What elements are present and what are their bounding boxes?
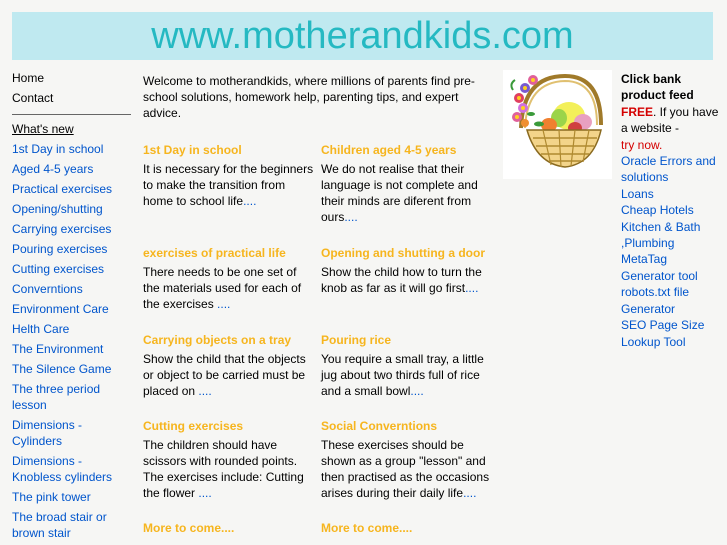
nav-item[interactable]: The three period lesson xyxy=(12,382,101,412)
section-more-link[interactable]: .... xyxy=(198,486,212,500)
nav-item[interactable]: The Silence Game xyxy=(12,362,112,376)
intro-text: Welcome to motherandkids, where millions of parents find pre-school solutions, homework help, parenting tips, and expert advice. xyxy=(143,74,475,120)
section-more-link[interactable]: .... xyxy=(465,281,479,295)
nav-item[interactable]: Opening/shutting xyxy=(12,202,103,216)
section-text: There needs to be one set of the materials used for each of the exercises xyxy=(143,265,302,311)
basket-icon xyxy=(503,70,612,179)
section-title-link[interactable]: Pouring rice xyxy=(321,333,392,347)
nav-item[interactable]: Helth Care xyxy=(12,322,70,336)
nav-item[interactable]: The broad stair or brown stair xyxy=(12,510,107,540)
nav-divider xyxy=(12,114,131,115)
section-more-to-come-right xyxy=(321,520,493,539)
nav-contact-link[interactable]: Contact xyxy=(12,91,54,105)
nav-item[interactable]: Aged 4-5 years xyxy=(12,162,94,176)
section-text: We do not realise that their language is not complete and their minds are diferent from ours xyxy=(321,162,478,224)
section-title-link[interactable]: Children aged 4-5 years xyxy=(321,143,457,157)
section-text: These exercises should be shown as a group "lesson" and then practised as the occasions arises during their daily life xyxy=(321,438,490,500)
section-pouring-rice xyxy=(321,332,493,399)
section-title-link[interactable]: 1st Day in school xyxy=(143,143,242,157)
section-title-link[interactable]: More to come.... xyxy=(143,521,235,535)
nav-item[interactable]: The pink tower xyxy=(12,490,91,504)
sidebar-link[interactable]: SEO Page Size Lookup Tool xyxy=(621,318,705,349)
section-children-aged xyxy=(321,142,493,225)
sidebar-heading: Click bank product feed xyxy=(621,72,694,103)
sidebar-link[interactable]: Cheap Hotels xyxy=(621,203,694,218)
section-opening-door xyxy=(321,245,493,296)
section-more-link[interactable]: .... xyxy=(344,210,358,224)
sidebar-link[interactable]: MetaTag Generator tool xyxy=(621,252,698,283)
section-title-link[interactable]: Opening and shutting a door xyxy=(321,246,485,260)
section-text: Show the child how to turn the knob as far as it will go first xyxy=(321,265,482,295)
section-title-link[interactable]: More to come.... xyxy=(321,521,413,535)
section-more-to-come-left xyxy=(143,520,315,539)
section-title-link[interactable]: Social Converntions xyxy=(321,419,438,433)
section-first-day xyxy=(143,142,315,209)
section-title-link[interactable]: exercises of practical life xyxy=(143,246,286,260)
nav-item[interactable]: Carrying exercises xyxy=(12,222,112,236)
nav-item[interactable]: Cutting exercises xyxy=(12,262,105,276)
site-title: www.motherandkids.com xyxy=(151,15,574,57)
sidebar-link[interactable]: robots.txt file Generator xyxy=(621,285,690,316)
sidebar-free-label: FREE xyxy=(621,104,654,119)
section-title-link[interactable]: Carrying objects on a tray xyxy=(143,333,292,347)
section-more-link[interactable]: .... xyxy=(463,486,477,500)
left-nav xyxy=(12,70,132,545)
site-banner xyxy=(12,12,713,60)
section-more-link[interactable]: .... xyxy=(198,384,212,398)
nav-item[interactable]: Environment Care xyxy=(12,302,109,316)
section-carrying-tray xyxy=(143,332,315,399)
nav-item[interactable]: Converntions xyxy=(12,282,83,296)
section-text: It is necessary for the beginners to make the transition from home to school life xyxy=(143,162,314,208)
section-cutting xyxy=(143,418,315,501)
section-more-link[interactable]: .... xyxy=(243,194,257,208)
sidebar-try-now-link[interactable]: try now. xyxy=(621,137,663,152)
section-text: Show the child that the objects or object to be carried must be placed on xyxy=(143,352,306,398)
section-more-link[interactable]: .... xyxy=(217,297,231,311)
section-more-link[interactable]: .... xyxy=(410,384,424,398)
nav-item[interactable]: Pouring exercises xyxy=(12,242,108,256)
section-text: The children should have scissors with rounded points. The exercises include: Cutting the flower xyxy=(143,438,304,500)
sidebar-link[interactable]: Kitchen & Bath ,Plumbing xyxy=(621,219,701,251)
nav-item[interactable]: 1st Day in school xyxy=(12,142,104,156)
sidebar-link[interactable]: Oracle Errors and solutions xyxy=(621,154,716,185)
flower-basket-image xyxy=(503,70,612,179)
nav-item[interactable]: Dimensions - Knobless cylinders xyxy=(12,454,113,484)
nav-item[interactable]: The Environment xyxy=(12,342,104,356)
section-title-link[interactable]: Cutting exercises xyxy=(143,419,244,433)
sidebar-link[interactable]: Loans xyxy=(621,186,654,201)
sidebar-promo-text: . If you have a website - xyxy=(621,104,719,136)
section-practical-life xyxy=(143,245,315,312)
nav-item[interactable]: Practical exercises xyxy=(12,182,113,196)
nav-home-link[interactable]: Home xyxy=(12,71,45,85)
nav-item[interactable]: Dimensions - Cylinders xyxy=(12,418,83,448)
nav-whats-new-link[interactable]: What's new xyxy=(12,122,74,136)
right-sidebar xyxy=(621,71,721,350)
section-social-conventions xyxy=(321,418,493,501)
section-text: You require a small tray, a little jug about two thirds full of rice and a small bowl xyxy=(321,352,484,398)
